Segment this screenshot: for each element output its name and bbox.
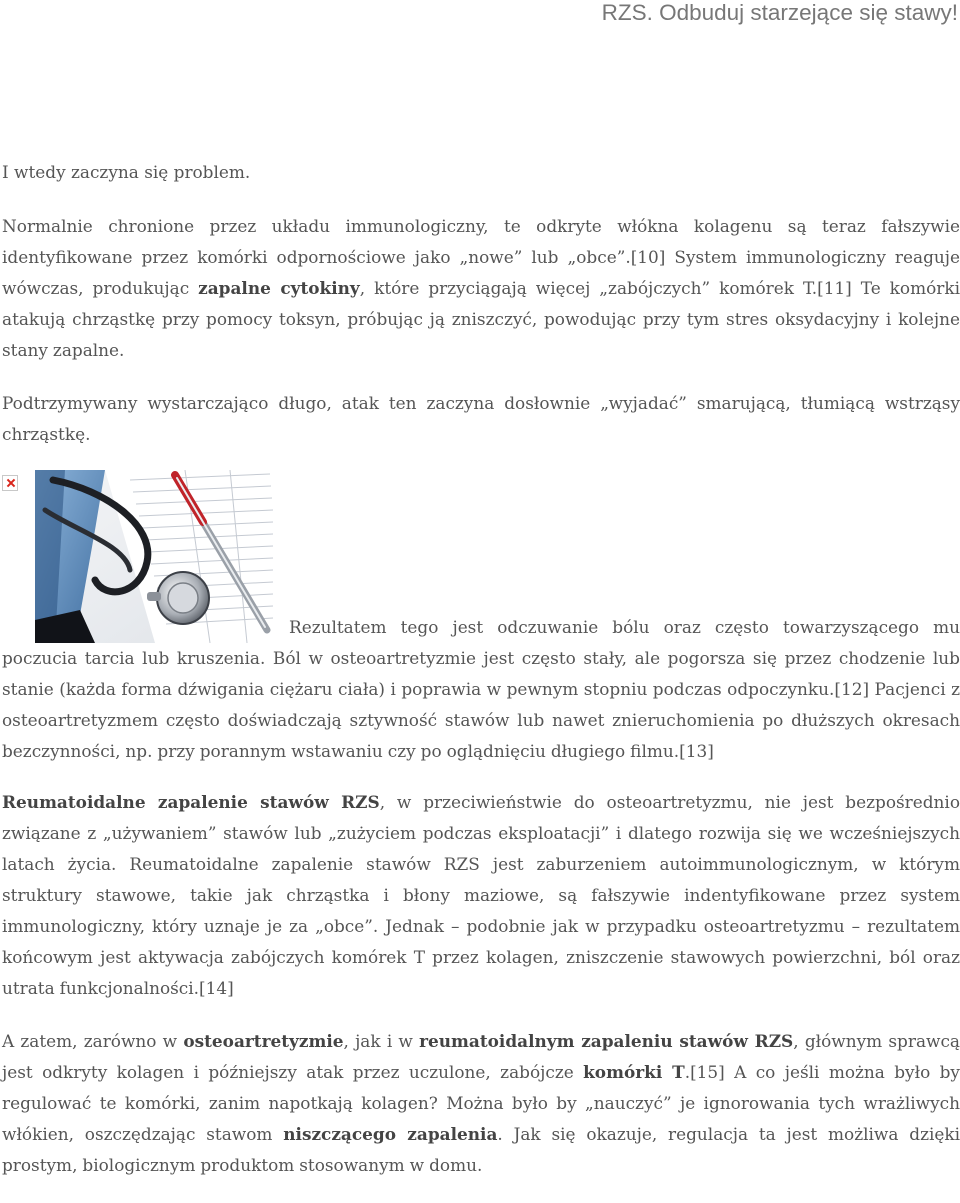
bold-cytokines: zapalne cytokiny [198,278,360,298]
paragraph-conclusion [2,1026,960,1181]
stethoscope-photo [35,470,275,643]
text-run: . Jak się okazuje, regulacja ta jest możliwa dzięki prostym, biologicznym produktom stosowanym w domu. [2,1124,960,1175]
article-body [2,157,960,1203]
bold-osteoarthritis: osteoartretyzmie [183,1031,344,1051]
bold-rheumatoid: reumatoidalnym zapaleniu stawów RZS [419,1031,794,1051]
text-run: , w przeciwieństwie do osteoartretyzmu, nie jest bezpośrednio związane z „używaniem” stawów lub „zużyciem podczas eksploatacji” i dlatego rozwija się we wcześniejszych latach życia. Reumatoidalne zapalenie stawów RZS jest zaburzeniem autoimmunologicznym, w którym struktury stawowe, takie jak chrząstka i błony maziowe, są fałszywie indentyfikowane przez system immunologiczny, który uznaje je za „obce”. Jednak – podobnie jak w przypadku osteoartretyzmu – rezultatem końcowym jest aktywacja zabójczych komórek T przez kolagen, zniszczenie stawowych powierzchni, ból oraz utrata funkcjonalności.[14] [2,792,960,998]
paragraph-rheumatoid [2,787,960,1004]
bold-rzs: Reumatoidalne zapalenie stawów RZS [2,792,380,812]
text-run: A zatem, zarówno w [2,1031,184,1051]
paragraph-immune-response [2,211,960,366]
text-run: .[15] A co jeśli można było by regulować te komórki, zanim napotkają kolagen? Można było by „nauczyć” je ignorowania tych wrażliwych włókien, oszczędzając stawom [2,1062,960,1144]
bold-inflammation: niszczącego zapalenia [283,1124,498,1144]
text-run: , które przyciągają więcej „zabójczych” komórek T.[11] Te komórki atakują chrząstkę przy pomocy toksyn, próbując ją zniszczyć, powodując przy tym stres oksydacyjny i kolejne stany zapalne. [2,278,960,360]
broken-image-icon [2,475,18,491]
figure-lead-text: Rezultatem tego jest odczuwanie bólu oraz często towarzyszącego mu [289,617,960,637]
text-run: Normalnie chronione przez układu immunologiczny, te odkryte włókna kolagenu są teraz fałszywie identyfikowane przez komórki odpornościowe jako „nowe” lub „obce”.[10] System immunologiczny reaguje wówczas, produkując [2,216,960,298]
figure-block [2,470,960,767]
paragraph-cartilage-attack: Podtrzymywany wystarczająco długo, atak ten zaczyna dosłownie „wyjadać” smarującą, tłumiącą wstrząsy chrząstkę. [2,393,960,444]
paragraph-intro: I wtedy zaczyna się problem. [2,162,251,182]
page-title: RZS. Odbuduj starzejące się stawy! [601,0,958,25]
text-run: , jak i w [343,1031,420,1051]
text-run: , głównym sprawcą jest odkryty kolagen i późniejszy atak przez uczulone, zabójcze [2,1031,960,1082]
figure-rest-text: poczucia tarcia lub kruszenia. Ból w osteoartretyzmie jest często stały, ale pogorsza się przez chodzenie lub stanie (każda forma dźwigania ciężaru ciała) i poprawia w pewnym stopniu podczas odpoczynku.[12] Pacjenci z osteoartretyzmem często doświadczają sztywność stawów lub nawet znieruchomienia po dłuższych okresach bezczynności, np. przy porannym wstawaniu czy po oglądnięciu długiego filmu.[13] [2,648,960,761]
bold-t-cells: komórki T [583,1062,685,1082]
